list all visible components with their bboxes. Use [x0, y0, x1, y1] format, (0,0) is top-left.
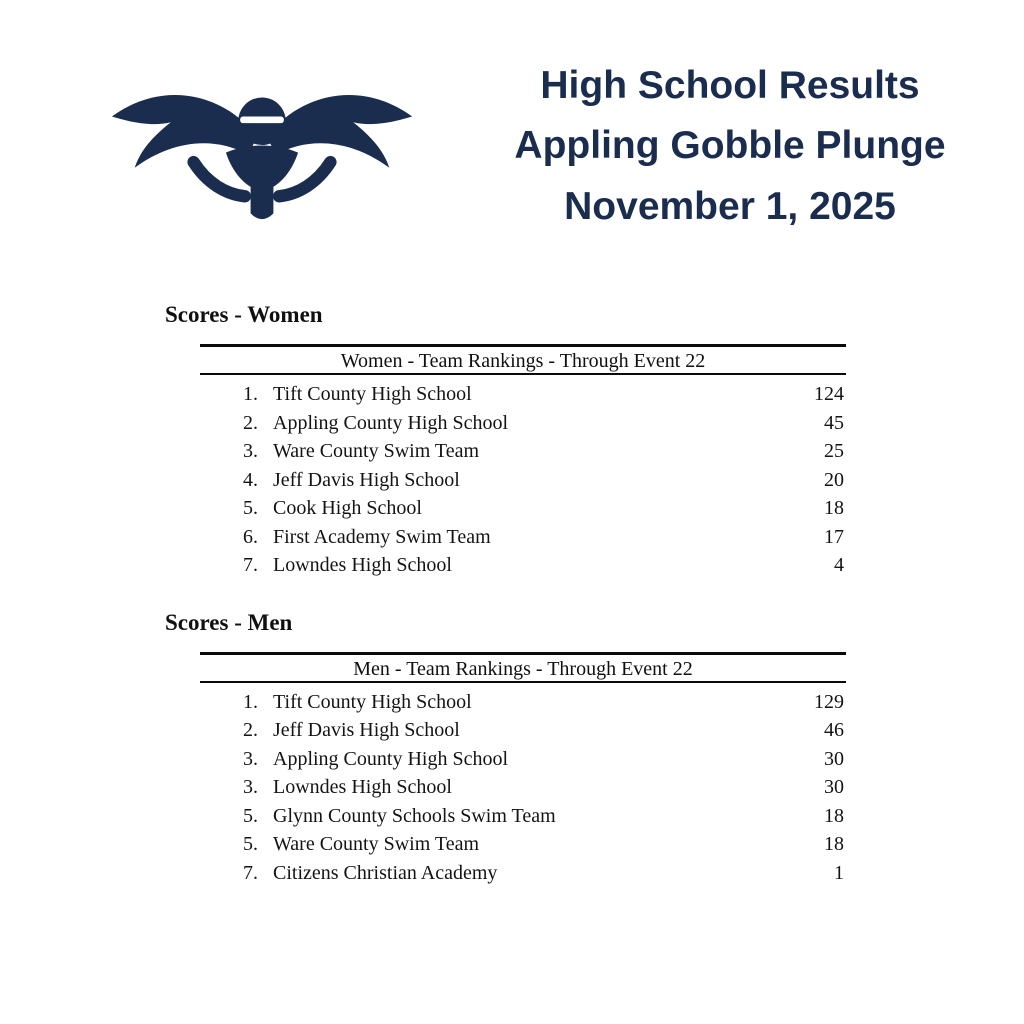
report-title-line-1: High School Results	[540, 64, 920, 107]
score-cell: 4	[834, 554, 844, 576]
women-table-title: Women - Team Rankings - Through Event 22	[200, 347, 846, 375]
team-cell: Cook High School	[273, 497, 422, 519]
team-cell: Jeff Davis High School	[273, 719, 460, 741]
rank-cell: 5.	[243, 804, 258, 827]
table-row	[200, 409, 846, 438]
score-cell: 30	[824, 747, 844, 770]
table-row	[200, 830, 846, 859]
score-cell: 18	[824, 497, 844, 519]
score-cell: 124	[814, 383, 844, 405]
team-cell: Tift County High School	[273, 383, 472, 405]
table-row	[200, 716, 846, 745]
page-header	[0, 0, 1024, 240]
rank-cell: 3.	[243, 776, 258, 798]
table-row	[200, 466, 846, 495]
men-table-title: Men - Team Rankings - Through Event 22	[200, 655, 846, 683]
team-cell: Lowndes High School	[273, 554, 452, 576]
team-cell: Ware County Swim Team	[273, 440, 480, 462]
rank-cell: 6.	[243, 525, 258, 548]
table-row	[200, 745, 846, 774]
rank-cell: 5.	[243, 497, 258, 519]
table-row	[200, 523, 846, 552]
rank-cell: 1.	[243, 383, 258, 405]
score-cell: 17	[824, 525, 844, 548]
table-row	[200, 773, 846, 802]
butterfly-swimmer-icon	[52, 50, 472, 240]
report-title	[472, 56, 988, 237]
rank-cell: 7.	[243, 861, 258, 884]
men-rankings-table	[200, 652, 846, 892]
table-row	[200, 859, 846, 888]
rank-cell: 3.	[243, 747, 258, 770]
table-row	[200, 688, 846, 717]
table-row	[200, 551, 846, 580]
rank-cell: 4.	[243, 468, 258, 491]
table-row	[200, 380, 846, 409]
report-title-line-2: Appling Gobble Plunge	[514, 124, 946, 168]
score-cell: 20	[824, 468, 844, 491]
report-title-line-3: November 1, 2025	[564, 184, 896, 228]
score-cell: 1	[834, 861, 844, 884]
team-cell: Citizens Christian Academy	[273, 861, 498, 884]
team-cell: Ware County Swim Team	[273, 833, 480, 855]
table-row	[200, 802, 846, 831]
team-cell: Glynn County Schools Swim Team	[273, 804, 556, 827]
team-cell: Tift County High School	[273, 690, 472, 713]
score-cell: 30	[824, 776, 844, 798]
rank-cell: 1.	[243, 690, 258, 713]
team-cell: Appling County High School	[273, 747, 509, 770]
score-cell: 129	[814, 690, 844, 713]
table-row	[200, 494, 846, 523]
scores-women-section	[0, 302, 1024, 584]
score-cell: 25	[824, 440, 844, 462]
score-cell: 45	[824, 411, 844, 434]
section-heading-women: Scores - Women	[165, 302, 323, 327]
score-cell: 46	[824, 719, 844, 741]
rank-cell: 2.	[243, 411, 258, 434]
rank-cell: 3.	[243, 440, 258, 462]
rank-cell: 2.	[243, 719, 258, 741]
team-cell: Lowndes High School	[273, 776, 452, 798]
team-cell: Jeff Davis High School	[273, 468, 460, 491]
team-cell: First Academy Swim Team	[273, 525, 491, 548]
rank-cell: 5.	[243, 833, 258, 855]
rank-cell: 7.	[243, 554, 258, 576]
score-cell: 18	[824, 833, 844, 855]
women-rankings-table	[200, 344, 846, 584]
swimmer-logo	[52, 50, 472, 240]
team-cell: Appling County High School	[273, 411, 509, 434]
score-cell: 18	[824, 804, 844, 827]
section-heading-men: Scores - Men	[165, 609, 293, 635]
scores-men-section	[0, 610, 1024, 892]
table-row	[200, 437, 846, 466]
women-table-rows	[200, 375, 846, 584]
men-table-rows	[200, 683, 846, 892]
